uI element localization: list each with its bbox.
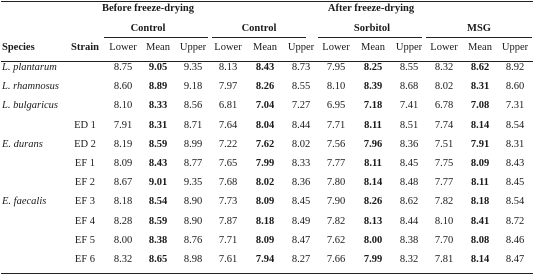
column-header-upper: Upper xyxy=(501,42,529,53)
column-header-lower: Lower xyxy=(322,42,350,53)
bound-value-cell: 8.36 xyxy=(399,138,419,150)
group-underline-control-after xyxy=(212,37,306,38)
mean-value-cell: 8.09 xyxy=(470,158,490,169)
group-underline-sorbitol xyxy=(318,37,422,38)
mean-value-cell: 8.43 xyxy=(148,158,168,169)
mean-value-cell: 8.31 xyxy=(148,119,168,131)
column-header-upper: Upper xyxy=(395,42,423,53)
bound-value-cell: 8.92 xyxy=(505,62,525,73)
mean-value-cell: 8.11 xyxy=(471,177,489,189)
bound-value-cell: 7.90 xyxy=(326,196,346,208)
bound-value-cell: 7.62 xyxy=(326,234,346,246)
mean-value-cell: 8.04 xyxy=(255,119,275,131)
bound-value-cell: 8.36 xyxy=(291,177,311,189)
bound-value-cell: 8.54 xyxy=(505,196,525,208)
mean-value-cell: 8.41 xyxy=(470,215,490,227)
bound-value-cell: 8.10 xyxy=(326,81,346,93)
mean-value-cell: 8.62 xyxy=(470,62,490,73)
column-header-mean: Mean xyxy=(468,42,492,53)
bound-value-cell: 7.91 xyxy=(113,119,133,131)
bound-value-cell: 7.68 xyxy=(218,177,238,189)
strain-cell: EF 4 xyxy=(74,215,96,227)
mean-value-cell: 7.94 xyxy=(255,254,275,265)
group-header-after: After freeze-drying xyxy=(327,3,415,14)
bound-value-cell: 6.78 xyxy=(434,100,454,112)
bound-value-cell: 8.75 xyxy=(113,62,133,73)
mean-value-cell: 8.09 xyxy=(255,196,275,208)
bound-value-cell: 8.13 xyxy=(218,62,238,73)
mean-value-cell: 7.04 xyxy=(255,100,275,112)
bound-value-cell: 8.43 xyxy=(505,158,525,169)
bound-value-cell: 8.00 xyxy=(113,234,133,246)
bound-value-cell: 8.72 xyxy=(505,215,525,227)
bound-value-cell: 8.47 xyxy=(505,254,525,265)
bound-value-cell: 7.56 xyxy=(326,138,346,150)
bound-value-cell: 8.45 xyxy=(505,177,525,189)
bound-value-cell: 8.38 xyxy=(399,234,419,246)
mean-value-cell: 8.33 xyxy=(148,100,168,112)
bound-value-cell: 7.64 xyxy=(218,119,238,131)
bound-value-cell: 7.70 xyxy=(434,234,454,246)
column-header-lower: Lower xyxy=(109,42,137,53)
bound-value-cell: 8.44 xyxy=(291,119,311,131)
strain-cell: EF 1 xyxy=(74,158,96,169)
bound-value-cell: 7.22 xyxy=(218,138,238,150)
strain-cell: EF 3 xyxy=(74,196,96,208)
column-header-upper: Upper xyxy=(179,42,207,53)
mean-value-cell: 8.09 xyxy=(255,234,275,246)
mean-value-cell: 8.65 xyxy=(148,254,168,265)
mean-value-cell: 8.18 xyxy=(255,215,275,227)
bound-value-cell: 7.77 xyxy=(326,158,346,169)
bound-value-cell: 8.90 xyxy=(183,196,203,208)
bound-value-cell: 8.32 xyxy=(434,62,454,73)
bound-value-cell: 7.51 xyxy=(434,138,454,150)
bound-value-cell: 8.73 xyxy=(291,62,311,73)
bound-value-cell: 8.18 xyxy=(113,196,133,208)
bound-value-cell: 8.98 xyxy=(183,254,203,265)
mean-value-cell: 8.31 xyxy=(470,81,490,93)
bound-value-cell: 8.56 xyxy=(183,100,203,112)
species-cell: E. durans xyxy=(2,138,43,150)
bound-value-cell: 8.02 xyxy=(434,81,454,93)
mean-value-cell: 8.08 xyxy=(470,234,490,246)
bound-value-cell: 8.44 xyxy=(399,215,419,227)
bound-value-cell: 7.27 xyxy=(291,100,311,112)
mean-value-cell: 8.89 xyxy=(148,81,168,93)
bound-value-cell: 9.18 xyxy=(183,81,203,93)
bound-value-cell: 8.45 xyxy=(399,158,419,169)
strain-cell: EF 5 xyxy=(74,234,96,246)
bound-value-cell: 7.97 xyxy=(218,81,238,93)
strain-cell: ED 1 xyxy=(74,119,96,131)
mean-value-cell: 8.26 xyxy=(363,196,383,208)
mean-value-cell: 9.01 xyxy=(148,177,168,189)
species-cell: L. rhamnosus xyxy=(2,81,59,93)
mean-value-cell: 8.38 xyxy=(148,234,168,246)
mean-value-cell: 8.11 xyxy=(364,119,382,131)
bound-value-cell: 7.82 xyxy=(434,196,454,208)
column-header-mean: Mean xyxy=(361,42,385,53)
mean-value-cell: 8.14 xyxy=(470,119,490,131)
column-header-upper: Upper xyxy=(287,42,315,53)
bound-value-cell: 8.28 xyxy=(113,215,133,227)
table-top-rule xyxy=(1,1,533,2)
bound-value-cell: 8.32 xyxy=(399,254,419,265)
bound-value-cell: 8.60 xyxy=(505,81,525,93)
bound-value-cell: 8.55 xyxy=(399,62,419,73)
bound-value-cell: 9.35 xyxy=(183,177,203,189)
bound-value-cell: 8.54 xyxy=(505,119,525,131)
bound-value-cell: 6.81 xyxy=(218,100,238,112)
mean-value-cell: 8.00 xyxy=(363,234,383,246)
species-cell: E. faecalis xyxy=(2,196,47,208)
bound-value-cell: 7.80 xyxy=(326,177,346,189)
subheader-control-after: Control xyxy=(241,23,277,34)
mean-value-cell: 7.99 xyxy=(363,254,383,265)
bound-value-cell: 7.41 xyxy=(399,100,419,112)
subheader-msg: MSG xyxy=(467,23,491,34)
species-cell: L. plantarum xyxy=(2,62,57,73)
bound-value-cell: 7.31 xyxy=(505,100,525,112)
bound-value-cell: 7.71 xyxy=(218,234,238,246)
column-header-mean: Mean xyxy=(146,42,170,53)
bound-value-cell: 8.10 xyxy=(113,100,133,112)
mean-value-cell: 8.59 xyxy=(148,138,168,150)
bound-value-cell: 8.27 xyxy=(291,254,311,265)
column-header-lower: Lower xyxy=(214,42,242,53)
group-underline-msg xyxy=(426,37,532,38)
bound-value-cell: 7.66 xyxy=(326,254,346,265)
bound-value-cell: 7.77 xyxy=(434,177,454,189)
bound-value-cell: 8.10 xyxy=(434,215,454,227)
bound-value-cell: 7.61 xyxy=(218,254,238,265)
bound-value-cell: 8.09 xyxy=(113,158,133,169)
mean-value-cell: 7.96 xyxy=(363,138,383,150)
bound-value-cell: 8.02 xyxy=(291,138,311,150)
table-bottom-rule xyxy=(1,273,533,274)
bound-value-cell: 8.67 xyxy=(113,177,133,189)
mean-value-cell: 8.18 xyxy=(470,196,490,208)
column-header-mean: Mean xyxy=(253,42,277,53)
subheader-sorbitol: Sorbitol xyxy=(353,23,391,34)
mean-value-cell: 8.59 xyxy=(148,215,168,227)
bound-value-cell: 8.45 xyxy=(291,196,311,208)
mean-value-cell: 8.54 xyxy=(148,196,168,208)
mean-value-cell: 8.26 xyxy=(255,81,275,93)
bound-value-cell: 6.95 xyxy=(326,100,346,112)
mean-value-cell: 8.11 xyxy=(364,158,382,169)
column-header-lower: Lower xyxy=(430,42,458,53)
bound-value-cell: 7.73 xyxy=(218,196,238,208)
mean-value-cell: 8.02 xyxy=(255,177,275,189)
strain-cell: ED 2 xyxy=(74,138,96,150)
bound-value-cell: 7.75 xyxy=(434,158,454,169)
bound-value-cell: 8.71 xyxy=(183,119,203,131)
subheader-control-before: Control xyxy=(130,23,166,34)
mean-value-cell: 7.08 xyxy=(470,100,490,112)
bound-value-cell: 8.51 xyxy=(399,119,419,131)
mean-value-cell: 8.14 xyxy=(470,254,490,265)
bound-value-cell: 7.74 xyxy=(434,119,454,131)
bound-value-cell: 7.81 xyxy=(434,254,454,265)
bound-value-cell: 8.19 xyxy=(113,138,133,150)
bound-value-cell: 7.82 xyxy=(326,215,346,227)
group-underline-before xyxy=(104,37,208,38)
bound-value-cell: 8.90 xyxy=(183,215,203,227)
bound-value-cell: 7.71 xyxy=(326,119,346,131)
bound-value-cell: 9.35 xyxy=(183,62,203,73)
bound-value-cell: 8.48 xyxy=(399,177,419,189)
bound-value-cell: 8.77 xyxy=(183,158,203,169)
strain-cell: EF 2 xyxy=(74,177,96,189)
bound-value-cell: 8.49 xyxy=(291,215,311,227)
bound-value-cell: 8.31 xyxy=(505,138,525,150)
mean-value-cell: 7.62 xyxy=(255,138,275,150)
mean-value-cell: 7.91 xyxy=(470,138,490,150)
mean-value-cell: 8.13 xyxy=(363,215,383,227)
bound-value-cell: 8.55 xyxy=(291,81,311,93)
species-cell: L. bulgaricus xyxy=(2,100,59,112)
bound-value-cell: 7.65 xyxy=(218,158,238,169)
mean-value-cell: 8.25 xyxy=(363,62,383,73)
bound-value-cell: 8.60 xyxy=(113,81,133,93)
bound-value-cell: 8.62 xyxy=(399,196,419,208)
group-header-before: Before freeze-drying xyxy=(101,3,195,14)
mean-value-cell: 8.43 xyxy=(255,62,275,73)
mean-value-cell: 7.18 xyxy=(363,100,383,112)
mean-value-cell: 8.39 xyxy=(363,81,383,93)
mean-value-cell: 9.05 xyxy=(148,62,168,73)
bound-value-cell: 8.46 xyxy=(505,234,525,246)
bound-value-cell: 8.99 xyxy=(183,138,203,150)
mean-value-cell: 8.14 xyxy=(363,177,383,189)
bound-value-cell: 8.47 xyxy=(291,234,311,246)
bound-value-cell: 8.68 xyxy=(399,81,419,93)
column-header-species: Species xyxy=(2,42,35,53)
column-header-strain: Strain xyxy=(70,42,100,53)
bound-value-cell: 8.32 xyxy=(113,254,133,265)
bound-value-cell: 8.33 xyxy=(291,158,311,169)
bound-value-cell: 8.76 xyxy=(183,234,203,246)
bound-value-cell: 7.95 xyxy=(326,62,346,73)
mean-value-cell: 7.99 xyxy=(255,158,275,169)
strain-cell: EF 6 xyxy=(74,254,96,265)
bound-value-cell: 7.87 xyxy=(218,215,238,227)
